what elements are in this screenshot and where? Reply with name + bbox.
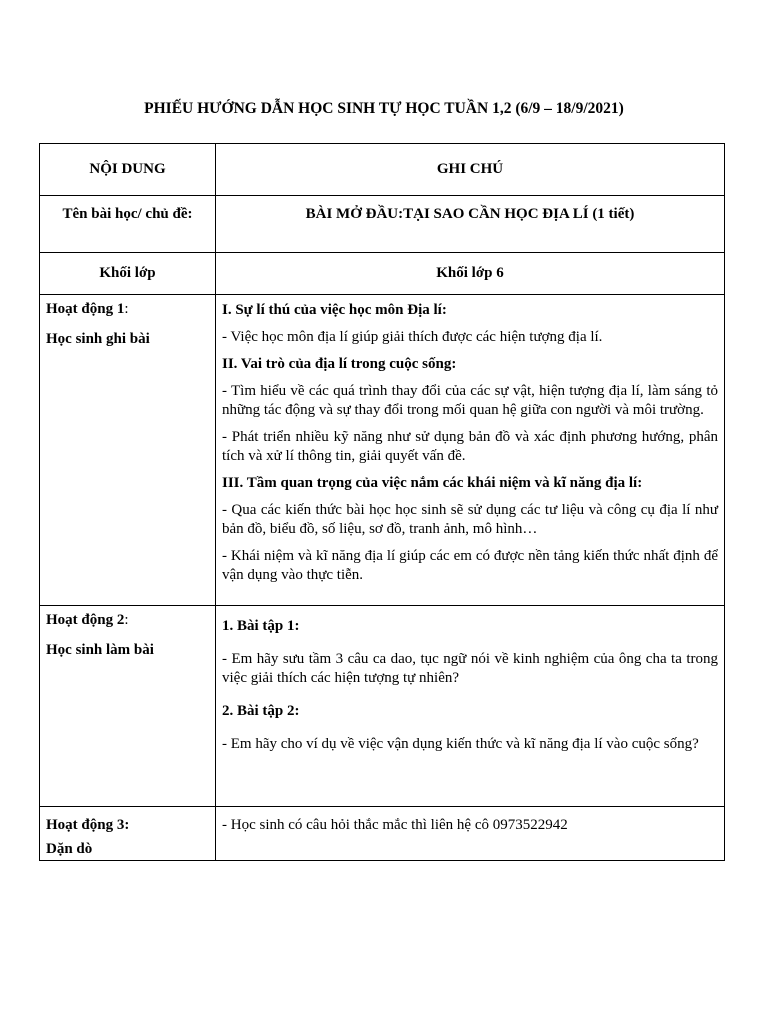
worksheet-table bbox=[39, 143, 725, 861]
section-paragraph: - Qua các kiến thức bài học học sinh sẽ sử dụng các tư liệu và công cụ địa lí như bản đồ, biểu đồ, số liệu, sơ đồ, tranh ảnh, mô hình… bbox=[222, 502, 718, 537]
grade-row bbox=[40, 253, 725, 295]
section-heading: II. Vai trò của địa lí trong cuộc sống: bbox=[222, 356, 457, 372]
section-paragraph: - Việc học môn địa lí giúp giải thích được các hiện tượng địa lí. bbox=[222, 329, 603, 345]
activity3-label-cell bbox=[40, 807, 216, 861]
table-header-row bbox=[40, 144, 725, 196]
topic-label-cell bbox=[40, 196, 216, 253]
exercise1-heading: 1. Bài tập 1: bbox=[222, 618, 300, 634]
topic-label: Tên bài học/ chủ đề: bbox=[62, 206, 193, 222]
exercise1-text: - Em hãy sưu tầm 3 câu ca dao, tục ngữ nói về kinh nghiệm của ông cha ta trong việc giải thích các hiện tượng tự nhiên? bbox=[222, 651, 718, 686]
activity1-label-colon: : bbox=[124, 301, 129, 317]
topic-value: BÀI MỞ ĐẦU:TẠI SAO CẦN HỌC ĐỊA LÍ (1 tiết) bbox=[305, 206, 635, 222]
activity3-row bbox=[40, 807, 725, 861]
header-content-cell: NỘI DUNG bbox=[40, 144, 216, 196]
activity2-label bbox=[46, 611, 209, 630]
activity3-sublabel: Dặn dò bbox=[46, 841, 93, 857]
activity2-label-cell bbox=[40, 606, 216, 807]
activity3-content-cell bbox=[216, 807, 725, 861]
activity1-label-cell bbox=[40, 295, 216, 606]
section-heading: I. Sự lí thú của việc học môn Địa lí: bbox=[222, 302, 447, 318]
activity1-label-text: Hoạt động 1 bbox=[46, 301, 125, 317]
page-title: PHIẾU HƯỚNG DẪN HỌC SINH TỰ HỌC TUẦN 1,2 (6/9 – 18/9/2021) bbox=[144, 100, 624, 117]
section-paragraph: - Tìm hiểu về các quá trình thay đổi của các sự vật, hiện tượng địa lí, làm sáng tỏ những tác động và sự thay đổi trong mối quan hệ giữa con người và môi trường. bbox=[222, 383, 718, 418]
section-heading: III. Tầm quan trọng của việc nắm các khái niệm và kĩ năng địa lí: bbox=[222, 475, 643, 491]
section-paragraph: - Phát triển nhiều kỹ năng như sử dụng bản đồ và xác định phương hướng, phân tích và xử lí thông tin, giải quyết vấn đề. bbox=[222, 429, 718, 464]
activity2-label-text: Hoạt động 2 bbox=[46, 612, 125, 628]
activity2-label-colon: : bbox=[124, 612, 129, 628]
header-notes-cell: GHI CHÚ bbox=[216, 144, 725, 196]
grade-label: Khối lớp bbox=[40, 253, 216, 295]
activity3-label: Hoạt động 3: bbox=[46, 817, 130, 833]
topic-row bbox=[40, 196, 725, 253]
grade-value: Khối lớp 6 bbox=[216, 253, 725, 295]
contact-note: - Học sinh có câu hỏi thắc mắc thì liên hệ cô 0973522942 bbox=[222, 817, 568, 833]
activity1-content-cell bbox=[216, 295, 725, 606]
activity2-content-cell bbox=[216, 606, 725, 807]
topic-value-cell bbox=[216, 196, 725, 253]
activity1-sublabel: Học sinh ghi bài bbox=[46, 331, 150, 347]
exercise2-text: - Em hãy cho ví dụ về việc vận dụng kiến thức và kĩ năng địa lí vào cuộc sống? bbox=[222, 736, 699, 752]
activity1-row bbox=[40, 295, 725, 606]
activity2-row bbox=[40, 606, 725, 807]
activity1-label bbox=[46, 300, 209, 319]
activity2-sublabel: Học sinh làm bài bbox=[46, 642, 154, 658]
exercise2-heading: 2. Bài tập 2: bbox=[222, 703, 300, 719]
section-paragraph: - Khái niệm và kĩ năng địa lí giúp các em có được nền tảng kiến thức nhất định để vận dụng vào thực tiễn. bbox=[222, 548, 718, 583]
